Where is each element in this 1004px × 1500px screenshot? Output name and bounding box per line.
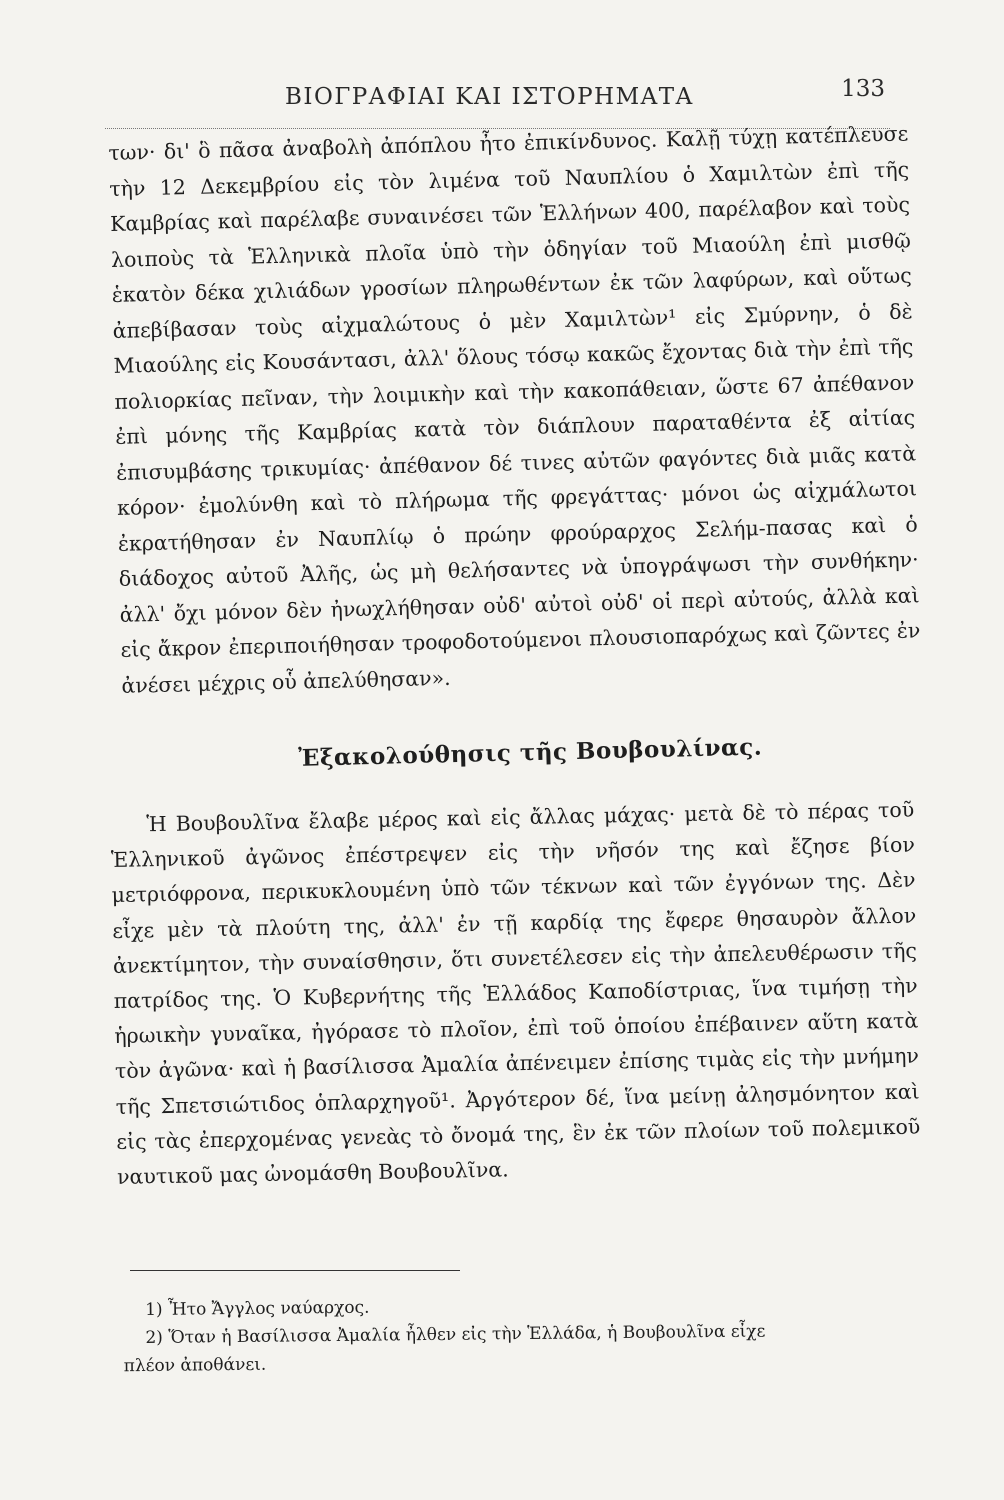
section-heading: Ἐξακολούθησις τῆς Βουβουλίνας. <box>297 733 763 772</box>
footnote-rule <box>130 1270 460 1271</box>
second-text-block <box>110 793 921 1196</box>
footnote-1: 1) Ἦτο Ἄγγλος ναύαρχος. <box>145 1297 370 1320</box>
footnote-2: 2) Ὅταν ἡ Βασίλισσα Ἀμαλία ἦλθεν εἰς τὴν Ἑλλάδα, ἡ Βουβουλῖνα εἶχε <box>145 1321 766 1348</box>
footnotes <box>123 1288 926 1380</box>
main-text-block <box>108 116 922 703</box>
footnote-2-continuation: πλέον ἀποθάνει. <box>123 1354 267 1377</box>
paragraph-2: Ἡ Βουβουλῖνα ἔλαβε μέρος καὶ εἰς ἄλλας μάχας· μετὰ δὲ τὸ πέρας τοῦ Ἑλληνικοῦ ἀγῶνος ἐπέστρεψεν εἰς τὴν νῆσόν της καὶ ἔζησε βίον μετριόφρονα, περικυκλουμένη ὑπὸ τῶν τέκνων καὶ τῶν ἐγγόνων της. Δὲν εἶχε μὲν τὰ πλούτη της, ἀλλ' ἐν τῇ καρδίᾳ της ἔφερε θησαυρὸν ἄλλον ἀνεκτίμητον, τὴν συναίσθησιν, ὅτι συνετέλεσεν εἰς τὴν ἀπελευθέρωσιν τῆς πατρίδος της. Ὁ Κυβερνήτης τῆς Ἑλλάδος Καποδίστριας, ἵνα τιμήσῃ τὴν ἡρωικὴν γυναῖκα, ἠγόρασε τὸ πλοῖον, ἐπὶ τοῦ ὁποίου ἐπέβαινεν αὕτη κατὰ τὸν ἀγῶνα· καὶ ἡ βασίλισσα Ἀμαλία ἀπένειμεν ἐπίσης τιμὰς εἰς τὴν μνήμην τῆς Σπετσιώτιδος ὁπλαρχηγοῦ¹. Ἀργότερον δέ, ἵνα μείνῃ ἀλησμόνητον καὶ εἰς τὰς ἐπερχομένας γενεὰς τὸ ὄνομά της, ἓν ἐκ τῶν πλοίων τοῦ πολεμικοῦ ναυτικοῦ μας ὠνομάσθη Βουβουλῖνα. <box>110 797 921 1189</box>
page-number: 133 <box>841 76 885 102</box>
running-head <box>285 72 885 112</box>
running-title: ΒΙΟΓΡΑΦΙΑΙ ΚΑΙ ΙΣΤΟΡΗΜΑΤΑ <box>285 84 694 110</box>
paragraph-1: των· δι' ὃ πᾶσα ἀναβολὴ ἀπόπλου ἦτο ἐπικίνδυνος. Καλῇ τύχῃ κατέπλευσε τὴν 12 Δεκεμβρίου εἰς τὸν λιμένα τοῦ Ναυπλίου ὁ Χαμιλτὼν ἐπὶ τῆς Καμβρίας καὶ παρέλαβε συναινέσει τῶν Ἑλλήνων 400, παρέλαβον καὶ τοὺς λοιποὺς τὰ Ἑλληνικὰ πλοῖα ὑπὸ τὴν ὁδηγίαν τοῦ Μιαούλη ἐπὶ μισθῷ ἑκατὸν δέκα χιλιάδων γροσίων πληρωθέντων ἐκ τῶν λαφύρων, καὶ οὕτως ἀπεβίβασαν τοὺς αἰχμαλώτους ὁ μὲν Χαμιλτὼν¹ εἰς Σμύρνην, ὁ δὲ Μιαούλης εἰς Κουσάντασι, ἀλλ' ὅλους τόσῳ κακῶς ἔχοντας διὰ τὴν ἐπὶ τῆς πολιορκίας πεῖναν, τὴν λοιμικὴν καὶ τὴν κακοπάθειαν, ὥστε 67 ἀπέθανον ἐπὶ μόνης τῆς Καμβρίας κατὰ τὸν διάπλουν παραταθέντα ἐξ αἰτίας ἐπισυμβάσης τρικυμίας· ἀπέθανον δέ τινες αὐτῶν φαγόντες διὰ μιᾶς κατὰ κόρον· ἐμολύνθη καὶ τὸ πλήρωμα τῆς φρεγάττας· μόνοι ὡς αἰχμάλωτοι ἐκρατήθησαν ἐν Ναυπλίῳ ὁ πρώην φρούραρχος Σελήμ-πασας καὶ ὁ διάδοχος αὐτοῦ Ἀλῆς, ὡς μὴ θελήσαντες νὰ ὑπογράψωσι τὴν συνθήκην· ἀλλ' ὄχι μόνον δὲν ἠνωχλήθησαν οὐδ' αὐτοὶ οὐδ' οἱ περὶ αὐτούς, ἀλλὰ καὶ εἰς ἄκρον ἐπεριποιήθησαν τροφοδοτούμενοι πλουσιοπαρόχως καὶ ζῶντες ἐν ἀνέσει μέχρις οὗ ἀπελύθησαν». <box>108 121 921 698</box>
